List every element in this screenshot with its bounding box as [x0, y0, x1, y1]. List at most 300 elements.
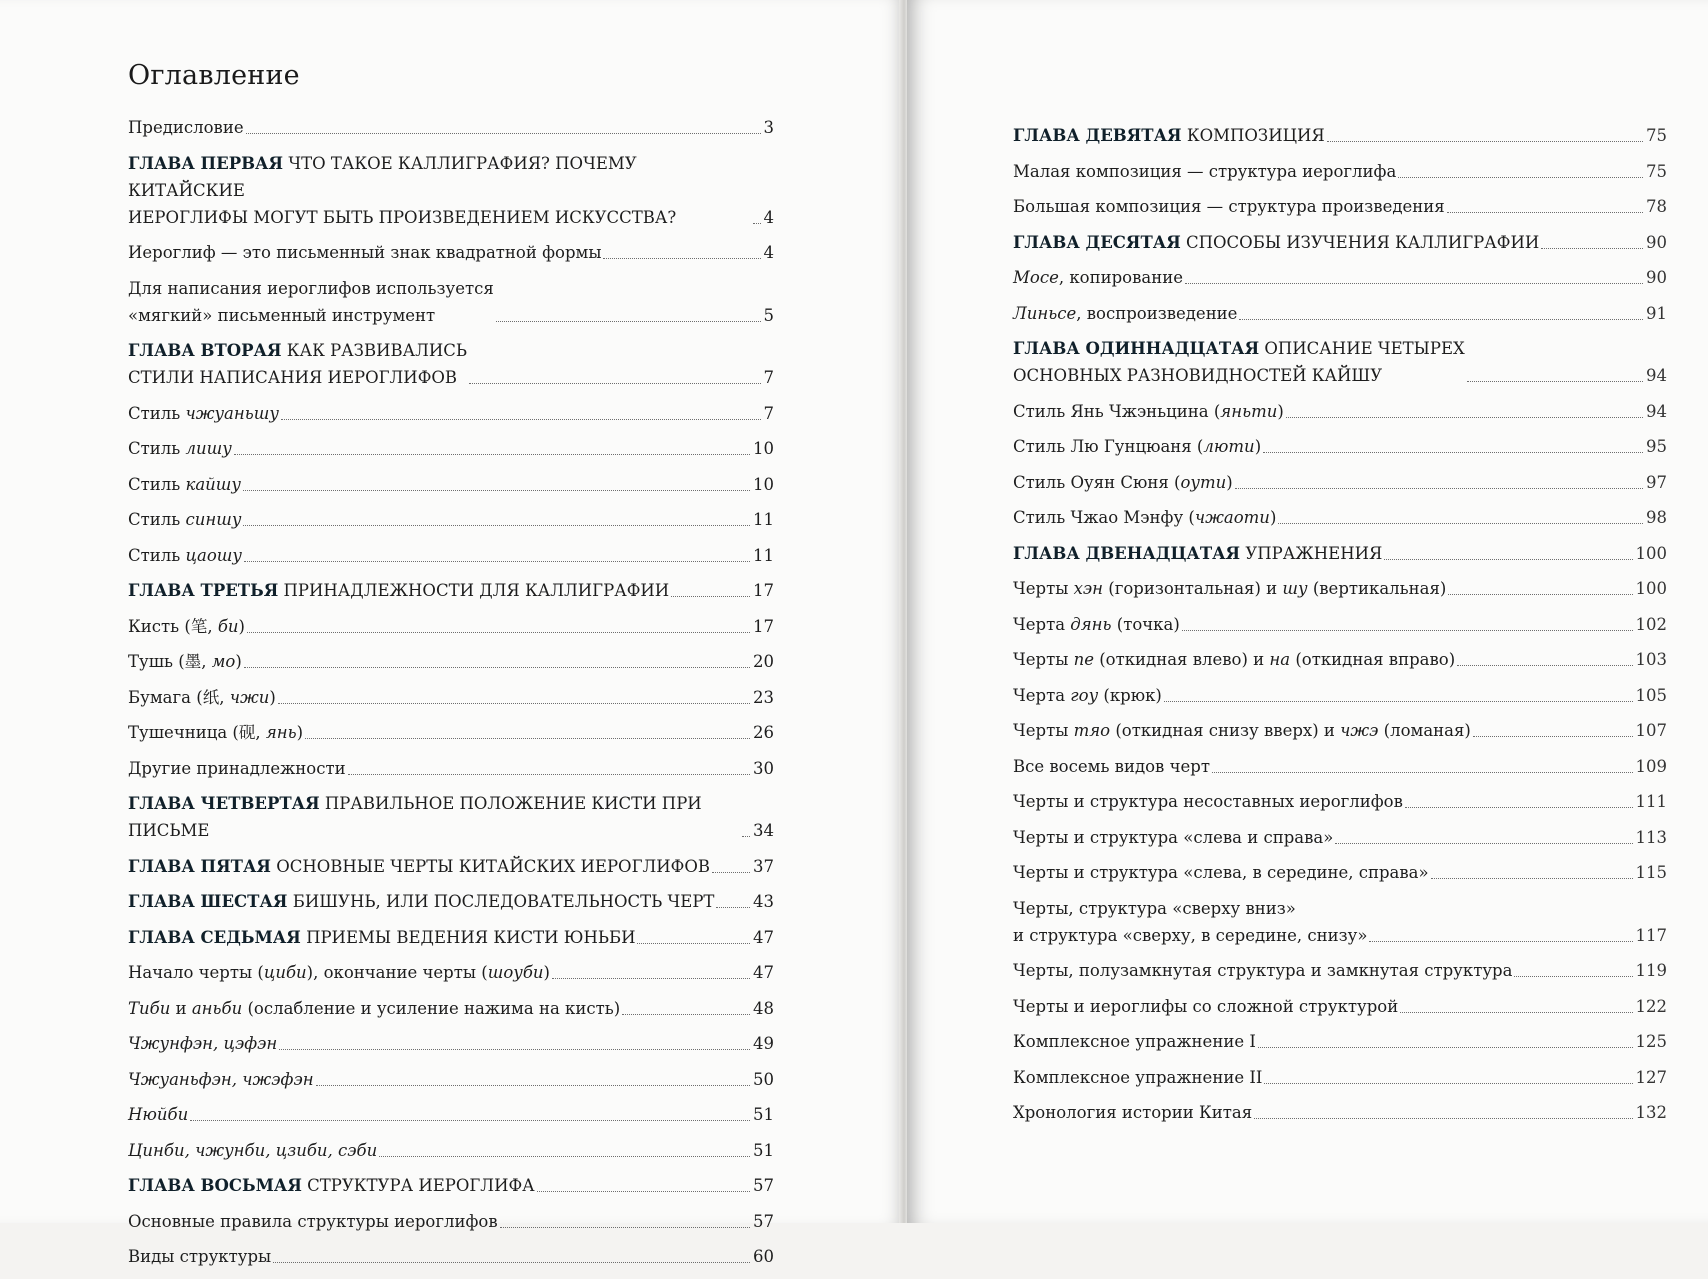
- term-italic: шу: [1282, 579, 1308, 598]
- page-number: 91: [1646, 303, 1667, 323]
- text-part: (откидная влево) и: [1094, 650, 1270, 669]
- page-number: 48: [753, 998, 774, 1018]
- page-number: 20: [753, 652, 774, 671]
- toc-entry[interactable]: [128, 1243, 774, 1270]
- entry-title: [128, 471, 241, 498]
- chapter-title-line2: СТИЛИ НАПИСАНИЯ ИЕРОГЛИФОВ: [128, 368, 458, 387]
- entry-title: [128, 542, 242, 569]
- toc-entry[interactable]: [1013, 824, 1667, 851]
- dot-leader: [247, 632, 750, 633]
- toc-entry[interactable]: [1013, 788, 1667, 815]
- toc-heading: Оглавление: [128, 60, 300, 91]
- text-part: Стиль Янь Чжэньцина (: [1013, 401, 1221, 421]
- entry-title: [1013, 122, 1325, 149]
- entry-title: [128, 853, 710, 880]
- page-number: 4: [763, 243, 774, 262]
- toc-chapter-entry[interactable]: [128, 790, 774, 844]
- entry-title: Кисть (笔, би): [128, 616, 245, 636]
- entry-title: [128, 150, 751, 231]
- item-name: Тушь: [128, 652, 174, 671]
- toc-entry[interactable]: [128, 471, 774, 498]
- entry-title: Черты и структура несоставных иероглифов: [1013, 792, 1403, 811]
- entry-title: [128, 337, 467, 391]
- entry-title: Другие принадлежности: [128, 758, 346, 778]
- dot-leader: [1369, 941, 1632, 942]
- entry-title: Бумага (纸, чжи): [128, 687, 276, 707]
- page-number: 132: [1635, 1103, 1667, 1122]
- toc-entry[interactable]: [1013, 682, 1667, 709]
- entry-title: [1013, 504, 1276, 531]
- page-number: 37: [753, 856, 774, 876]
- entry-title: [1013, 540, 1382, 567]
- entry-title: Все восемь видов черт: [1013, 756, 1210, 776]
- page-number: 47: [753, 927, 774, 947]
- chapter-label: ГЛАВА ДЕВЯТАЯ: [1013, 126, 1182, 145]
- toc-entry[interactable]: [1013, 1064, 1667, 1091]
- page-number: 113: [1635, 827, 1667, 847]
- entry-title: Черты и структура «слева, в середине, справа»: [1013, 863, 1429, 882]
- entry-title: [128, 400, 279, 427]
- entry-title: [1013, 264, 1183, 291]
- entry-title: [128, 1066, 314, 1093]
- entry-title-line2: и структура «сверху, в середине, снизу»: [1013, 925, 1368, 945]
- page-number: 49: [753, 1034, 774, 1053]
- chapter-title-line1: ОПИСАНИЕ ЧЕТЫРЕХ: [1264, 339, 1465, 358]
- page-number: 23: [753, 687, 774, 707]
- text-part: Черта: [1013, 614, 1071, 634]
- toc-entry[interactable]: [1013, 753, 1667, 780]
- chapter-title: БИШУНЬ, ИЛИ ПОСЛЕДОВАТЕЛЬНОСТЬ ЧЕРТ: [292, 892, 715, 911]
- toc-chapter-entry[interactable]: [128, 924, 774, 951]
- toc-entry[interactable]: [1013, 398, 1667, 425]
- page-number: 103: [1635, 650, 1667, 669]
- entry-title-line1: Черты, структура «сверху вниз»: [1013, 898, 1296, 918]
- dot-leader: [246, 133, 761, 134]
- entry-title: [128, 959, 550, 986]
- entry-prefix: Стиль: [128, 474, 181, 494]
- page-number: 100: [1635, 543, 1667, 563]
- term-italic: чжаоти: [1194, 508, 1270, 527]
- dot-leader: [1448, 594, 1632, 595]
- toc-entry[interactable]: [1013, 646, 1667, 673]
- page-number: 26: [753, 723, 774, 742]
- item-name: Кисть: [128, 616, 180, 636]
- dot-leader: [537, 1191, 750, 1192]
- dot-leader: [1398, 177, 1643, 178]
- page-number: 11: [753, 545, 774, 565]
- entry-title: Черты, полузамкнутая структура и замкнутая структура: [1013, 961, 1513, 980]
- dot-leader: [243, 525, 750, 526]
- toc-entry[interactable]: [1013, 300, 1667, 327]
- dot-leader: [1212, 772, 1633, 773]
- dot-leader: [753, 223, 761, 224]
- page-number: 43: [753, 892, 774, 911]
- entry-title: Комплексное упражнение II: [1013, 1067, 1263, 1087]
- dot-leader: [671, 596, 750, 597]
- chapter-title: КОМПОЗИЦИЯ: [1186, 126, 1325, 145]
- page-number: 78: [1646, 197, 1667, 216]
- page-number: 17: [753, 581, 774, 600]
- chapter-title: ОСНОВНЫЕ ЧЕРТЫ КИТАЙСКИХ ИЕРОГЛИФОВ: [276, 856, 711, 876]
- dot-leader: [1263, 452, 1643, 453]
- text-part: , воспроизведение: [1076, 303, 1238, 323]
- page-number: 75: [1646, 161, 1667, 181]
- term-italic: Линьсе: [1013, 303, 1077, 323]
- dot-leader: [305, 738, 750, 739]
- toc-entry[interactable]: [1013, 895, 1667, 949]
- toc-chapter-entry[interactable]: [128, 577, 774, 604]
- text-part: ): [1277, 401, 1284, 421]
- item-name: Бумага: [128, 687, 191, 707]
- toc-entry[interactable]: [128, 239, 774, 266]
- toc-entry[interactable]: [128, 506, 774, 533]
- page-number: 75: [1646, 126, 1667, 145]
- toc-chapter-entry[interactable]: [1013, 122, 1667, 149]
- dot-leader: [273, 1262, 750, 1263]
- style-term: цаошу: [185, 545, 242, 565]
- term-italic: Цинби, чжунби, цзиби, сэби: [128, 1140, 378, 1160]
- dot-leader: [1239, 319, 1643, 320]
- page-number: 111: [1635, 792, 1667, 811]
- text-part: Стиль Оуян Сюня (: [1013, 472, 1181, 492]
- toc-entry[interactable]: [128, 114, 774, 141]
- dot-leader: [1431, 878, 1633, 879]
- toc-entry[interactable]: [128, 1208, 774, 1235]
- dot-leader: [637, 943, 750, 944]
- entry-prefix: Стиль: [128, 439, 181, 458]
- chapter-label: ГЛАВА ШЕСТАЯ: [128, 892, 288, 911]
- entry-title: Тушечница (砚, янь): [128, 723, 304, 742]
- toc-entry[interactable]: [1013, 469, 1667, 496]
- toc-entry[interactable]: [1013, 575, 1667, 602]
- dot-leader: [1327, 141, 1643, 142]
- dot-leader: [500, 1227, 750, 1228]
- page-number: 3: [763, 118, 774, 137]
- entry-title: [128, 275, 494, 329]
- chapter-title: СТРУКТУРА ИЕРОГЛИФА: [307, 1176, 535, 1195]
- toc-entry[interactable]: [1013, 1099, 1667, 1126]
- toc-entry[interactable]: [128, 684, 774, 711]
- entry-title: [1013, 469, 1233, 496]
- dot-leader: [190, 1120, 750, 1121]
- term-italic: аньби: [191, 998, 243, 1018]
- toc-entry[interactable]: [1013, 1028, 1667, 1055]
- chapter-label: ГЛАВА ДВЕНАДЦАТАЯ: [1013, 543, 1241, 563]
- text-part: ): [1269, 508, 1277, 527]
- entry-title: Малая композиция — структура иероглифа: [1013, 161, 1397, 181]
- entry-title: [1013, 717, 1471, 744]
- page-number: 100: [1635, 579, 1667, 598]
- toc-list-right: [1013, 122, 1667, 1135]
- term-italic: чжэ: [1340, 721, 1379, 740]
- term-italic: оути: [1180, 472, 1227, 492]
- toc-entry[interactable]: [128, 613, 774, 640]
- entry-title: [128, 1137, 377, 1164]
- toc-chapter-entry[interactable]: [128, 150, 774, 231]
- page-number: 10: [753, 474, 774, 494]
- text-part: Начало черты (: [128, 963, 264, 982]
- text-part: , копирование: [1058, 268, 1183, 287]
- page-number: 11: [753, 510, 774, 529]
- dot-leader: [622, 1014, 750, 1015]
- page-number: 50: [753, 1069, 774, 1089]
- chapter-title: УПРАЖНЕНИЯ: [1245, 543, 1383, 563]
- entry-title: [1013, 398, 1284, 425]
- term-italic: пе: [1073, 650, 1094, 669]
- text-part: Черты: [1013, 650, 1074, 669]
- entry-title-line2: «мягкий» письменный инструмент: [128, 305, 436, 325]
- toc-entry[interactable]: [128, 995, 774, 1022]
- entry-title: [128, 995, 620, 1022]
- term-italic: Чжуаньфэн, чжэфэн: [128, 1069, 314, 1089]
- entry-title: Черты и структура «слева и справа»: [1013, 827, 1334, 847]
- page-number: 51: [753, 1140, 774, 1160]
- entry-title: [1013, 229, 1539, 256]
- page-number: 57: [753, 1211, 774, 1231]
- hanzi-glyph: 纸: [202, 687, 220, 707]
- entry-title: [1013, 300, 1237, 327]
- page-number: 117: [1635, 925, 1667, 945]
- toc-entry[interactable]: [128, 435, 774, 462]
- chapter-label: ГЛАВА ВТОРАЯ: [128, 341, 282, 360]
- chapter-title: ПРИНАДЛЕЖНОСТИ ДЛЯ КАЛЛИГРАФИИ: [283, 581, 670, 600]
- toc-chapter-entry[interactable]: [1013, 335, 1667, 389]
- toc-chapter-entry[interactable]: [1013, 229, 1667, 256]
- term-italic: циби: [263, 963, 307, 982]
- dot-leader: [1286, 417, 1643, 418]
- page-number: 125: [1635, 1032, 1667, 1051]
- hanzi-glyph: 墨: [184, 652, 202, 671]
- term-italic: люти: [1203, 437, 1255, 456]
- chapter-label: ГЛАВА ТРЕТЬЯ: [128, 581, 279, 600]
- entry-title: [1013, 575, 1446, 602]
- toc-chapter-entry[interactable]: [128, 853, 774, 880]
- entry-title: [1013, 646, 1455, 673]
- text-part: (откидная снизу вверх) и: [1110, 721, 1341, 740]
- hanzi-glyph: 砚: [238, 723, 256, 742]
- entry-title: Тушь (墨, мо): [128, 652, 242, 671]
- text-part: и: [170, 998, 192, 1018]
- text-part: (ломаная): [1378, 721, 1471, 740]
- dot-leader: [1182, 630, 1633, 631]
- toc-entry[interactable]: [128, 400, 774, 427]
- text-part: Черты: [1013, 579, 1074, 598]
- toc-entry[interactable]: [128, 719, 774, 746]
- toc-entry[interactable]: [128, 275, 774, 329]
- entry-title: [1013, 433, 1261, 460]
- entry-title: [1013, 611, 1180, 638]
- toc-entry[interactable]: [1013, 264, 1667, 291]
- entry-title: [128, 1172, 535, 1199]
- entry-title: [128, 790, 740, 844]
- toc-entry[interactable]: [128, 1030, 774, 1057]
- dot-leader: [1400, 1012, 1632, 1013]
- dot-leader: [552, 978, 750, 979]
- dot-leader: [716, 907, 750, 908]
- text-part: Черты: [1013, 721, 1074, 740]
- page-number: 95: [1646, 437, 1667, 456]
- toc-entry[interactable]: [1013, 193, 1667, 220]
- style-term: синшу: [185, 510, 242, 529]
- page-number: 30: [753, 758, 774, 778]
- chapter-title: СПОСОБЫ ИЗУЧЕНИЯ КАЛЛИГРАФИИ: [1186, 232, 1540, 252]
- toc-entry[interactable]: [128, 1066, 774, 1093]
- dot-leader: [1384, 559, 1632, 560]
- dot-leader: [278, 703, 750, 704]
- entry-prefix: Стиль: [128, 403, 181, 423]
- toc-entry[interactable]: [128, 1137, 774, 1164]
- dot-leader: [316, 1085, 750, 1086]
- dot-leader: [1264, 1083, 1632, 1084]
- toc-chapter-entry[interactable]: [128, 888, 774, 915]
- term-italic: гоу: [1070, 685, 1099, 705]
- entry-title: Иероглиф — это письменный знак квадратной формы: [128, 243, 602, 262]
- entry-title: [128, 1030, 277, 1057]
- text-part: Черта: [1013, 685, 1071, 705]
- page-number: 94: [1646, 366, 1667, 385]
- entry-title: Большая композиция — структура произведения: [1013, 197, 1445, 216]
- text-part: (точка): [1111, 614, 1180, 634]
- page-number: 60: [753, 1247, 774, 1266]
- toc-chapter-entry[interactable]: [128, 337, 774, 391]
- reading-term: мо: [211, 652, 236, 671]
- text-part: (откидная вправо): [1290, 650, 1456, 669]
- page-number: 17: [753, 616, 774, 636]
- term-italic: хэн: [1073, 579, 1104, 598]
- chapter-label: ГЛАВА ПЕРВАЯ: [128, 153, 284, 173]
- toc-chapter-entry[interactable]: [128, 1172, 774, 1199]
- page-number: 34: [753, 821, 774, 840]
- term-italic: Мосе: [1013, 268, 1059, 287]
- toc-entry[interactable]: [1013, 158, 1667, 185]
- text-part: ): [543, 963, 550, 982]
- text-part: (крюк): [1098, 685, 1162, 705]
- term-italic: на: [1269, 650, 1291, 669]
- text-part: (вертикальная): [1307, 579, 1447, 598]
- chapter-title: ПРИЕМЫ ВЕДЕНИЯ КИСТИ ЮНЬБИ: [306, 927, 636, 947]
- dot-leader: [496, 321, 761, 322]
- toc-entry[interactable]: [1013, 957, 1667, 984]
- reading-term: янь: [265, 723, 297, 742]
- page-number: 94: [1646, 401, 1667, 421]
- toc-entry[interactable]: [1013, 504, 1667, 531]
- page-number: 90: [1646, 268, 1667, 287]
- dot-leader: [742, 836, 750, 837]
- dot-leader: [469, 383, 761, 384]
- chapter-label: ГЛАВА ВОСЬМАЯ: [128, 1176, 302, 1195]
- dot-leader: [1405, 807, 1633, 808]
- entry-title: [1013, 335, 1465, 389]
- term-italic: Нюйби: [128, 1105, 189, 1124]
- dot-leader: [1258, 1047, 1633, 1048]
- page-number: 51: [753, 1105, 774, 1124]
- chapter-title-line1: ЧТО ТАКОЕ КАЛЛИГРАФИЯ? ПОЧЕМУ КИТАЙСКИЕ: [128, 153, 637, 200]
- toc-entry[interactable]: [1013, 611, 1667, 638]
- toc-entry[interactable]: [1013, 859, 1667, 886]
- dot-leader: [1254, 1118, 1632, 1119]
- dot-leader: [1335, 843, 1632, 844]
- dot-leader: [1457, 665, 1632, 666]
- page-number: 102: [1635, 614, 1667, 634]
- page-number: 115: [1635, 863, 1667, 882]
- dot-leader: [1473, 736, 1633, 737]
- entry-title: [128, 888, 714, 915]
- dot-leader: [1514, 976, 1632, 977]
- toc-entry[interactable]: [128, 1101, 774, 1128]
- toc-entry[interactable]: [1013, 993, 1667, 1020]
- hanzi-glyph: 笔: [190, 616, 208, 636]
- chapter-title-line1: КАК РАЗВИВАЛИСЬ: [286, 341, 467, 360]
- toc-chapter-entry[interactable]: [1013, 540, 1667, 567]
- dot-leader: [1185, 283, 1643, 284]
- page-number: 127: [1635, 1067, 1667, 1087]
- text-part: (ослабление и усиление нажима на кисть): [242, 998, 621, 1018]
- entry-title: Основные правила структуры иероглифов: [128, 1211, 498, 1231]
- style-term: лишу: [185, 439, 232, 458]
- term-italic: шоуби: [487, 963, 544, 982]
- term-italic: яньти: [1220, 401, 1278, 421]
- reading-term: чжи: [229, 687, 270, 707]
- text-part: ), окончание черты (: [306, 963, 488, 982]
- page-number: 10: [753, 439, 774, 458]
- item-name: Тушечница: [128, 723, 228, 742]
- entry-title: [1013, 895, 1367, 949]
- style-term: чжуаньшу: [185, 403, 279, 423]
- entry-title: [128, 435, 232, 462]
- page-number: 97: [1646, 472, 1667, 492]
- dot-leader: [243, 490, 750, 491]
- toc-entry[interactable]: [1013, 717, 1667, 744]
- page-number: 4: [763, 207, 774, 227]
- page-number: 7: [763, 403, 774, 423]
- dot-leader: [244, 667, 750, 668]
- dot-leader: [712, 872, 750, 873]
- dot-leader: [1235, 488, 1643, 489]
- toc-entry[interactable]: [1013, 433, 1667, 460]
- entry-title: [128, 1101, 188, 1128]
- term-italic: Тиби: [128, 998, 171, 1018]
- toc-entry[interactable]: [128, 648, 774, 675]
- chapter-label: ГЛАВА СЕДЬМАЯ: [128, 927, 301, 947]
- entry-title: [128, 924, 635, 951]
- page-number: 107: [1635, 721, 1667, 740]
- dot-leader: [244, 561, 750, 562]
- term-italic: тяо: [1073, 721, 1111, 740]
- text-part: ): [1254, 437, 1262, 456]
- page-number: 90: [1646, 232, 1667, 252]
- entry-title: Комплексное упражнение I: [1013, 1032, 1256, 1051]
- dot-leader: [1164, 701, 1633, 702]
- dot-leader: [379, 1156, 750, 1157]
- page-number: 5: [763, 305, 774, 325]
- chapter-title-line2: ОСНОВНЫХ РАЗНОВИДНОСТЕЙ КАЙШУ: [1013, 366, 1383, 385]
- dot-leader: [603, 258, 760, 259]
- toc-list-left: [128, 114, 774, 1279]
- text-part: Стиль Чжао Мэнфу (: [1013, 508, 1195, 527]
- chapter-label: ГЛАВА ЧЕТВЕРТАЯ: [128, 794, 320, 813]
- toc-entry[interactable]: [128, 755, 774, 782]
- page-number: 7: [763, 368, 774, 387]
- entry-title: Виды структуры: [128, 1247, 272, 1266]
- dot-leader: [234, 454, 750, 455]
- dot-leader: [279, 1049, 750, 1050]
- page-number: 122: [1635, 996, 1667, 1016]
- toc-entry[interactable]: [128, 959, 774, 986]
- toc-entry[interactable]: [128, 542, 774, 569]
- page-number: 98: [1646, 508, 1667, 527]
- term-italic: дянь: [1070, 614, 1112, 634]
- text-part: Стиль Лю Гунцюаня (: [1013, 437, 1204, 456]
